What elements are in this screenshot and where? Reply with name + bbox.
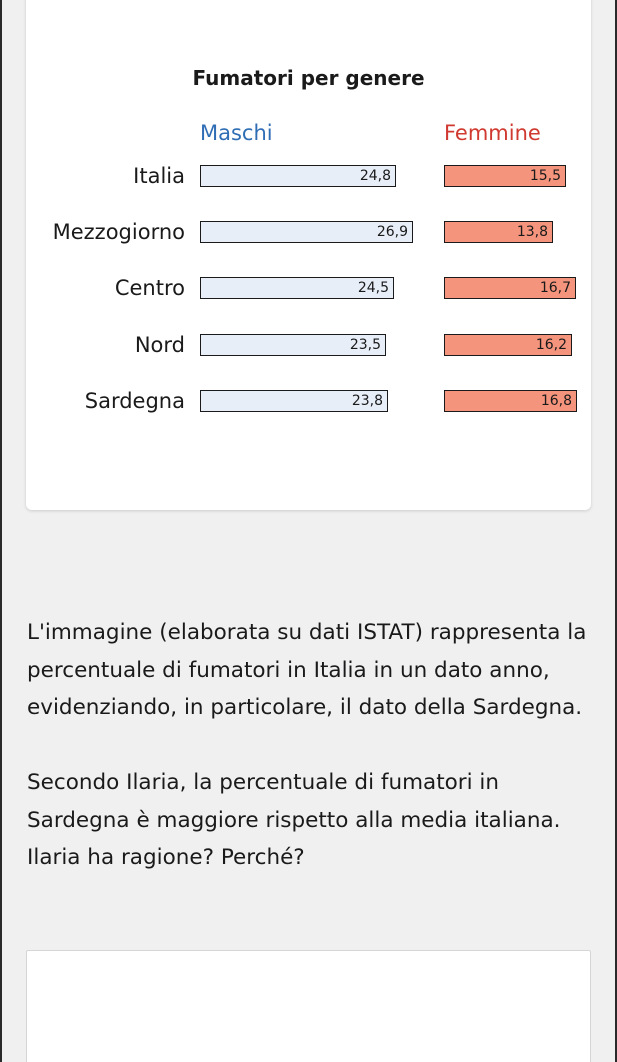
legend-maschi: Maschi <box>200 121 273 145</box>
bar-value-label: 13,8 <box>516 224 548 241</box>
bar-value-label: 16,7 <box>539 280 571 297</box>
legend-femmine: Femmine <box>444 121 541 145</box>
chart-title-text: Fumatori per genere <box>192 66 425 90</box>
answer-textarea[interactable] <box>26 950 591 1062</box>
bar-value-label: 23,8 <box>351 392 383 409</box>
category-label: Centro <box>114 276 185 301</box>
question-paragraph-1: L'immagine (elaborata su dati ISTAT) rappresenta la percentuale di fumatori in Italia in un dato anno, evidenziando, in particolare, il dato della Sardegna. <box>27 620 587 720</box>
femmine-bar <box>444 221 553 243</box>
question-text <box>27 614 593 877</box>
bar-value-label: 24,8 <box>359 168 391 184</box>
category-label: Sardegna <box>84 388 185 413</box>
femmine-bar <box>444 334 572 356</box>
left-border <box>0 0 2 1062</box>
maschi-bar <box>200 390 388 412</box>
category-label: Italia <box>133 164 185 188</box>
chart-title <box>0 66 617 90</box>
femmine-bar <box>444 390 577 412</box>
maschi-bar <box>200 221 413 243</box>
bar-value-label: 26,9 <box>376 224 408 241</box>
maschi-bar <box>200 277 394 299</box>
question-paragraph-2: Secondo Ilaria, la percentuale di fumatori in Sardegna è maggiore rispetto alla media italiana. Ilaria ha ragione? Perché? <box>27 770 561 870</box>
category-label: Mezzogiorno <box>52 220 185 245</box>
maschi-bar <box>200 165 396 187</box>
bar-value-label: 23,5 <box>349 336 381 353</box>
femmine-bar <box>444 165 566 187</box>
bar-value-label: 15,5 <box>529 168 561 184</box>
maschi-bar <box>200 334 386 356</box>
femmine-bar <box>444 277 576 299</box>
category-label: Nord <box>134 332 185 357</box>
bar-value-label: 16,2 <box>535 336 567 353</box>
bar-value-label: 16,8 <box>540 392 572 409</box>
bar-value-label: 24,5 <box>357 280 389 297</box>
